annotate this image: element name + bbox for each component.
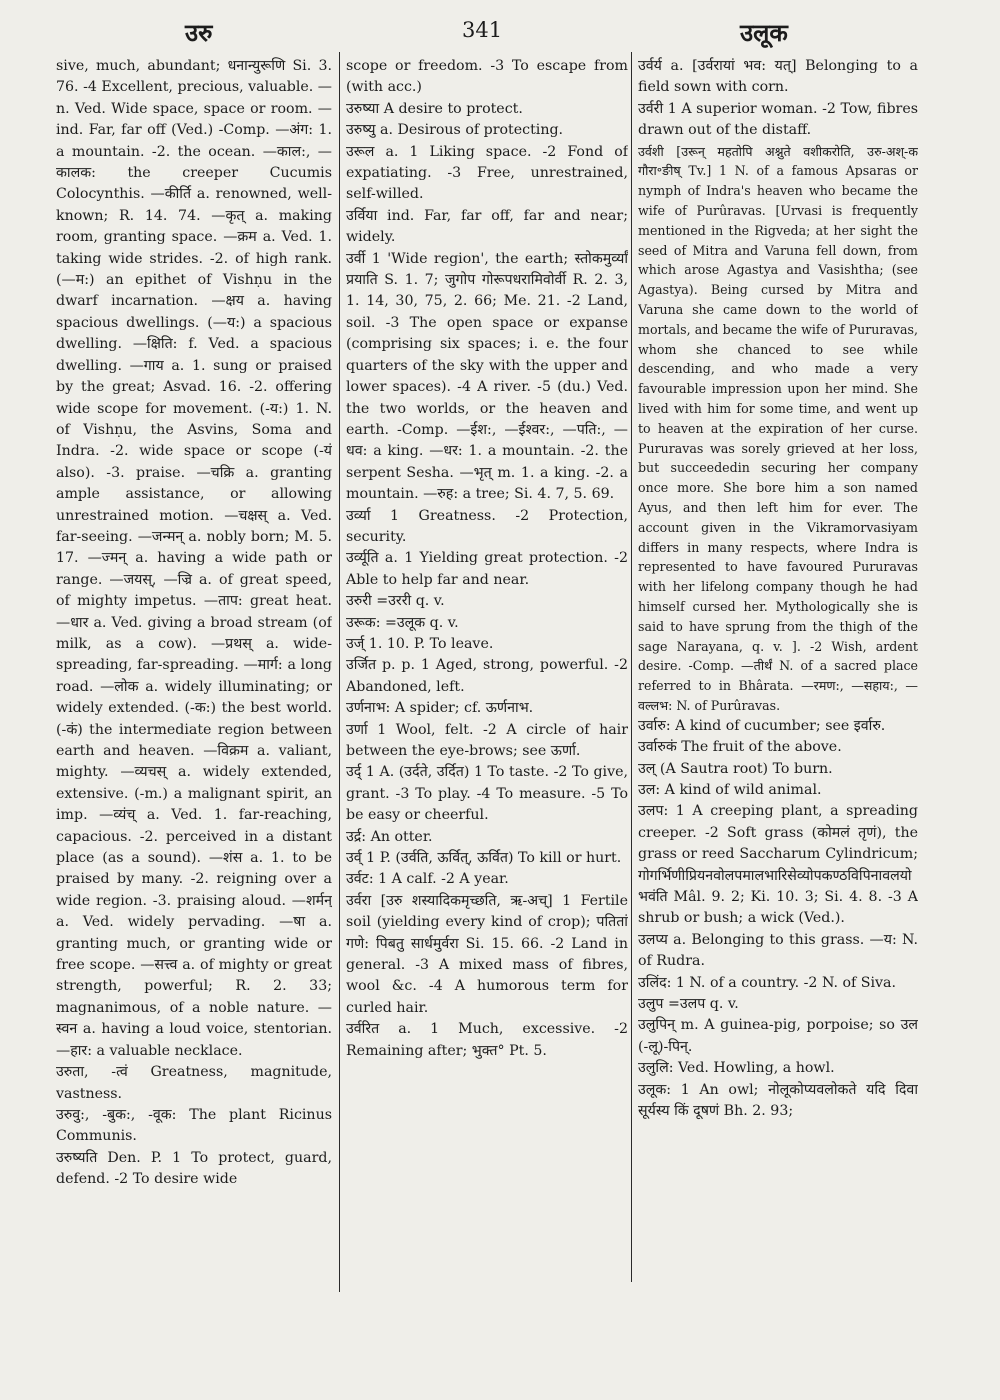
dictionary-entry: उर्वरित a. 1 Much, excessive. -2 Remaining after; भुक्त° Pt. 5. xyxy=(346,1021,628,1059)
dictionary-entry: sive, much, abundant; धनान्युरूणि Si. 3. 76. -4 Excellent, precious, valuable. —n. Ved. Wide space, space or room. —ind. Far, far off (Ved.) -Comp. —अंग: 1. a mountain. -2. the ocean. —काल:, —कालक: the creeper Cucumis Colocynthis. —कीर्ति a. renowned, well-known; R. 14. 74. —कृत् a. making room, granting space. —क्रम a. Ved. 1. taking wide strides. -2. of high rank. (—म:) an epithet of Vishṇu in the dwarf incarnation. —क्षय a. having spacious dwellings. (—य:) a spacious dwelling. —क्षिति: f. Ved. a spacious dwelling. —गाय a. 1. sung or praised by the great; Asvad. 16. -2. offering wide scope for movement. (-य:) 1. N. of Vishṇu, the Asvins, Soma and Indra. -2. wide space or scope (-यं also). -3. praise. —चक्रि a. granting ample assistance, or allowing unrestrained motion. —चक्षस् a. Ved. far-seeing. —जन्मन् a. nobly born; M. 5. 17. —ज्मन् a. having a wide path or range. —जयस्, —ज्रि a. of great speed, of mighty impetus. —ताप: great heat. —धार a. Ved. giving a broad stream (of milk, as a cow). —प्रथस् a. wide-spreading, far-spreading. —मार्ग: a long road. —लोक a. widely illuminating; or widely extended. (-क:) the best world. (-कं) the intermediate region between earth and heaven. —विक्रम a. valiant, mighty. —व्यचस् a. widely extended, extensive. (-m.) a malignant spirit, an imp. —व्यंच् a. Ved. 1. far-reaching, capacious. -2. perceived in a distant place (as a sound). —शंस a. 1. to be praised by many. -2. reigning over a wide region. -3. praising aloud. —शर्मन् a. Ved. widely pervading. —षा a. granting much, or granting wide or free scope. —सत्त्व a. of mighty or great strength, powerful; R. 2. 33; magnanimous, of a noble nature. —स्वन a. having a loud voice, stentorian. —हार: a valuable necklace. xyxy=(56,58,332,1059)
dictionary-entry: उलूक: 1 An owl; नोलूकोप्यवलोकते यदि दिवा सूर्यस्य किं दूषणं Bh. 2. 93; xyxy=(638,1081,918,1120)
dictionary-entry: उलिंद: 1 N. of a country. -2 N. of Siva. xyxy=(638,974,897,991)
dictionary-entry: scope or freedom. -3 To escape from (with acc.) xyxy=(346,58,628,96)
dictionary-entry: उरुता, -त्वं Greatness, magnitude, vastness. xyxy=(56,1064,332,1102)
dictionary-entry: उर्विया ind. Far, far off, far and near; widely. xyxy=(346,207,628,246)
right-guide-word: उलूक xyxy=(740,18,788,47)
left-guide-word: उरु xyxy=(185,18,213,47)
dictionary-entry: उर्णा 1 Wool, felt. -2 A circle of hair between the eye-brows; see ऊर्णा. xyxy=(346,721,628,759)
column-divider-right xyxy=(631,52,632,1282)
dictionary-entry: उलुलि: Ved. Howling, a howl. xyxy=(638,1060,835,1077)
dictionary-entry: उरुष्यु a. Desirous of protecting. xyxy=(346,122,564,139)
dictionary-entry: उर्वट: 1 A calf. -2 A year. xyxy=(346,871,509,888)
dictionary-entry: उरुरी =उररी q. v. xyxy=(346,593,445,610)
dictionary-entry: उल् (A Sautra root) To burn. xyxy=(638,760,833,777)
column-right xyxy=(638,56,918,1280)
dictionary-entry: उर्द् 1 A. (उर्दते, उर्दित) 1 To taste. -2 To give, grant. -3 To play. -4 To measure. -5 To be easy or cheerful. xyxy=(346,764,628,824)
dictionary-entry: उर्वरा [उरु शस्यादिकमृच्छति, ऋ-अच्] 1 Fertile soil (yielding every kind of crop); पतितां गणे: पिबतु सार्धमुर्वरा Si. 15. 66. -2 Land in general. -3 A mixed mass of fibres, wool &c. -4 A humorous term for curled hair. xyxy=(346,892,628,1016)
dictionary-entry: उर्व् 1 P. (उर्वति, ऊर्वित्, ऊर्वित) To kill or hurt. xyxy=(346,850,622,867)
dictionary-entry: उरुष्या A desire to protect. xyxy=(346,100,523,117)
dictionary-entry: उर्वारु: A kind of cucumber; see इर्वारु. xyxy=(638,717,886,734)
dictionary-entry: उर्वरी 1 A superior woman. -2 Tow, fibres drawn out of the distaff. xyxy=(638,100,918,139)
column-left xyxy=(56,56,332,1280)
dictionary-entry: उलुपिन् m. A guinea-pig, porpoise; so उल (-लू)-पिन्. xyxy=(638,1017,918,1055)
dictionary-entry: उरुष्यति Den. P. 1 To protect, guard, defend. -2 To desire wide xyxy=(56,1149,332,1188)
dictionary-entry: उर्वर्य a. [उर्वरायां भव: यत्] Belonging to a field sown with corn. xyxy=(638,58,918,96)
column-divider-left xyxy=(339,52,340,1292)
dictionary-entry: उरूल a. 1 Liking space. -2 Fond of expatiating. -3 Free, unrestrained, self-willed. xyxy=(346,143,628,203)
page-header xyxy=(0,12,1000,52)
dictionary-entry: उरूक: =उलूक q. v. xyxy=(346,614,459,631)
dictionary-entry: उर्द्र: An otter. xyxy=(346,828,433,845)
column-middle xyxy=(346,56,628,1280)
dictionary-entry: उरुवु:, -बुक:, -वूक: The plant Ricinus Communis. xyxy=(56,1106,332,1145)
dictionary-entry: उल: A kind of wild animal. xyxy=(638,781,822,798)
dictionary-entry: उर्व्यूति a. 1 Yielding great protection. -2 Able to help far and near. xyxy=(346,550,628,588)
dictionary-entry: उलप्य a. Belonging to this grass. —य: N. of Rudra. xyxy=(638,931,918,970)
dictionary-entry: उर्जित p. p. 1 Aged, strong, powerful. -2 Abandoned, left. xyxy=(346,657,628,695)
dictionary-entry: उर्वारुकं The fruit of the above. xyxy=(638,739,842,756)
dictionary-entry: उर्वशी [उरून् महतोपि अश्नुते वशीकरोति, उरु-अश्-क गौरा॰ङीष् Tv.] 1 N. of a famous Apsaras or nymph of Indra's heaven who became the wife of Purûravas. [Urvasi is frequently mentioned in the Rigveda; at her sight the seed of Mitra and Varuna fell down, from which arose Agastya and Vasishtha; (see Agastya). Being cursed by Mitra and Varuna she came down to the world of mortals, and became the wife of Pururavas, whom she chanced to see while descending, and who made a very favourable impression upon her mind. She lived with him for some time, and went up to heaven at the expiration of her curse. Pururavas was sorely grieved at her loss, but succeededin securing her company once more. She bore him a son named Ayus, and then left him for ever. The account given in the Vikramorvasiyam differs in many respects, where Indra is represented to have favoured Pururavas with her lifelong company though he had himself cursed her. Mythologically she is said to have sprung from the thigh of the sage Narayana, q. v. ]. -2 Wish, ardent desire. -Comp. —तीर्थं N. of a sacred place referred to in Bhârata. —रमण:, —सहाय:, —वल्लभ: N. of Purûravas. xyxy=(638,143,918,713)
dictionary-entry: उर्णनाभ: A spider; cf. ऊर्णनाभ. xyxy=(346,700,534,717)
dictionary-entry: उर्व्या 1 Greatness. -2 Protection, security. xyxy=(346,507,628,545)
dictionary-entry: उर्ज् 1. 10. P. To leave. xyxy=(346,635,494,652)
dictionary-entry: उर्वी 1 'Wide region', the earth; स्तोकमुर्व्यां प्रयाति S. 1. 7; जुगोप गोरूपधरामिवोर्वी R. 2. 3, 1. 14, 30, 75, 2. 66; Me. 21. -2 Land, soil. -3 The open space or expanse (comprising six spaces; i. e. the four quarters of the sky with the upper and lower spaces). -4 A river. -5 (du.) Ved. the two worlds, or the heaven and earth. -Comp. —ईश:, —ईश्वर:, —पति:, —धव: a king. —धर: 1. a mountain. -2. the serpent Sesha. —भृत् m. 1. a king. -2. a mountain. —रुह: a tree; Si. 4. 7, 5. 69. xyxy=(346,250,628,503)
dictionary-entry: उलुप =उलप q. v. xyxy=(638,996,739,1013)
dictionary-entry: उलप: 1 A creeping plant, a spreading creeper. -2 Soft grass (कोमलं तृणं), the grass or reed Saccharum Cylindricum; गोगर्भिणीप्रियनवोलपमालभारिसेव्योपकण्ठविपिनावलयो भवंति Mâl. 9. 2; Ki. 10. 3; Si. 4. 8. -3 A shrub or bush; a wick (Ved.). xyxy=(638,803,918,927)
page-number: 341 xyxy=(462,18,503,42)
